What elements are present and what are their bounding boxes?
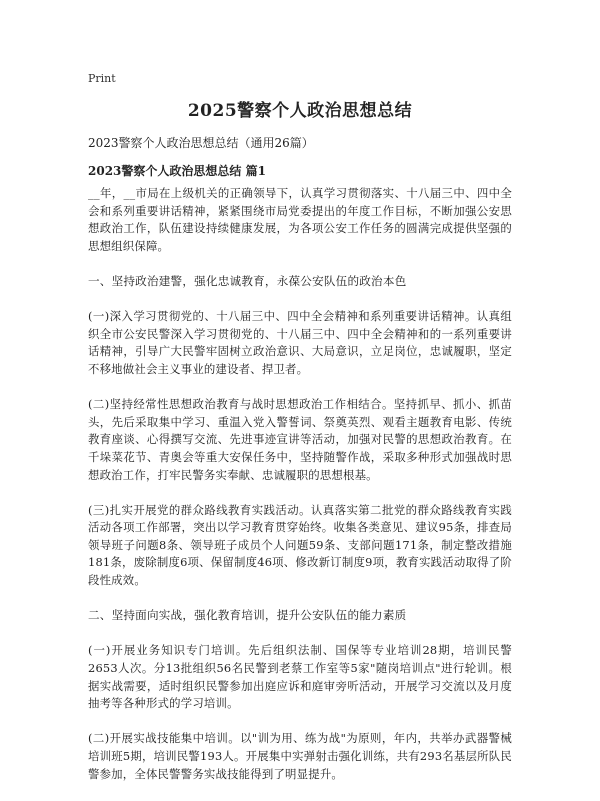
section-heading-1: 一、坚持政治建警，强化忠诚教育，永葆公安队伍的政治本色 (88, 273, 407, 288)
paragraph-2-1: (一)开展业务知识专门培训。先后组织法制、国保等专业培训28期，培训民警2653人次。分13批组织56名民警到老蔡工作室等5家"随岗培训点"进行轮训。根据实战需要，适时组织民警参加出庭应诉和庭审旁听活动，开展学习交流以及月度抽考等各种形式的学习培训。 (88, 643, 512, 711)
paragraph-1-3: (三)扎实开展党的群众路线教育实践活动。认真落实第二批党的群众路线教育实践活动各项工作部署，突出以学习教育贯穿始终。收集各类意见、建议95条，排查局领导班子问题8条、领导班子成员个人问题59条、支部问题171条，制定整改措施181条，废除制度6项、保留制度46项、修改新订制度9项，教育实践活动取得了阶段性成效。 (88, 502, 512, 588)
paragraph-intro: __年，__市局在上级机关的正确领导下，认真学习贯彻落实、十八届三中、四中全会和系列重要讲话精神，紧紧围绕市局党委提出的年度工作目标，不断加强公安思想政治工作，队伍建设持续健康发展，为各项公安工作任务的圆满完成提供坚强的思想组织保障。 (88, 186, 512, 253)
print-link[interactable]: Print (88, 72, 116, 85)
article-body (88, 185, 512, 801)
page-title: 2025警察个人政治思想总结 (187, 101, 413, 121)
paragraph-1-2: (二)坚持经常性思想政治教育与战时思想政治工作相结合。坚持抓早、抓小、抓苗头，先后采取集中学习、重温入党入警誓词、祭奠英烈、观看主题教育电影、传统教育座谈、心得撰写交流、先进事迹宣讲等活动，加强对民警的思想政治教育。在千垛菜花节、青奥会等重大安保任务中，坚持随警作战，采取多种形式加强战时思想政治工作，打牢民警务实奉献、忠诚履职的思想根基。 (88, 397, 512, 482)
section-heading-2: 二、坚持面向实战，强化教育培训，提升公安队伍的能力素质 (88, 608, 407, 623)
paragraph-2-2: (二)开展实战技能集中培训。以"训为用、练为战"为原则，年内，共举办武器警械培训班5期，培训民警193人。开展集中实弹射击强化训练，共有293名基层所队民警参加，全体民警警务实战技能得到了明显提升。 (88, 731, 512, 781)
document-subtitle: 2023警察个人政治思想总结（通用26篇） (88, 136, 314, 150)
article-heading: 2023警察个人政治思想总结 篇1 (88, 164, 266, 178)
paragraph-1-1: (一)深入学习贯彻党的、十八届三中、四中全会精神和系列重要讲话精神。认真组织全市公安民警深入学习贯彻党的、十八届三中、四中全会精神和的一系列重要讲话精神，引导广大民警牢固树立政治意识、大局意识，立足岗位，忠诚履职，坚定不移地做社会主义事业的建设者、捍卫者。 (88, 309, 512, 376)
